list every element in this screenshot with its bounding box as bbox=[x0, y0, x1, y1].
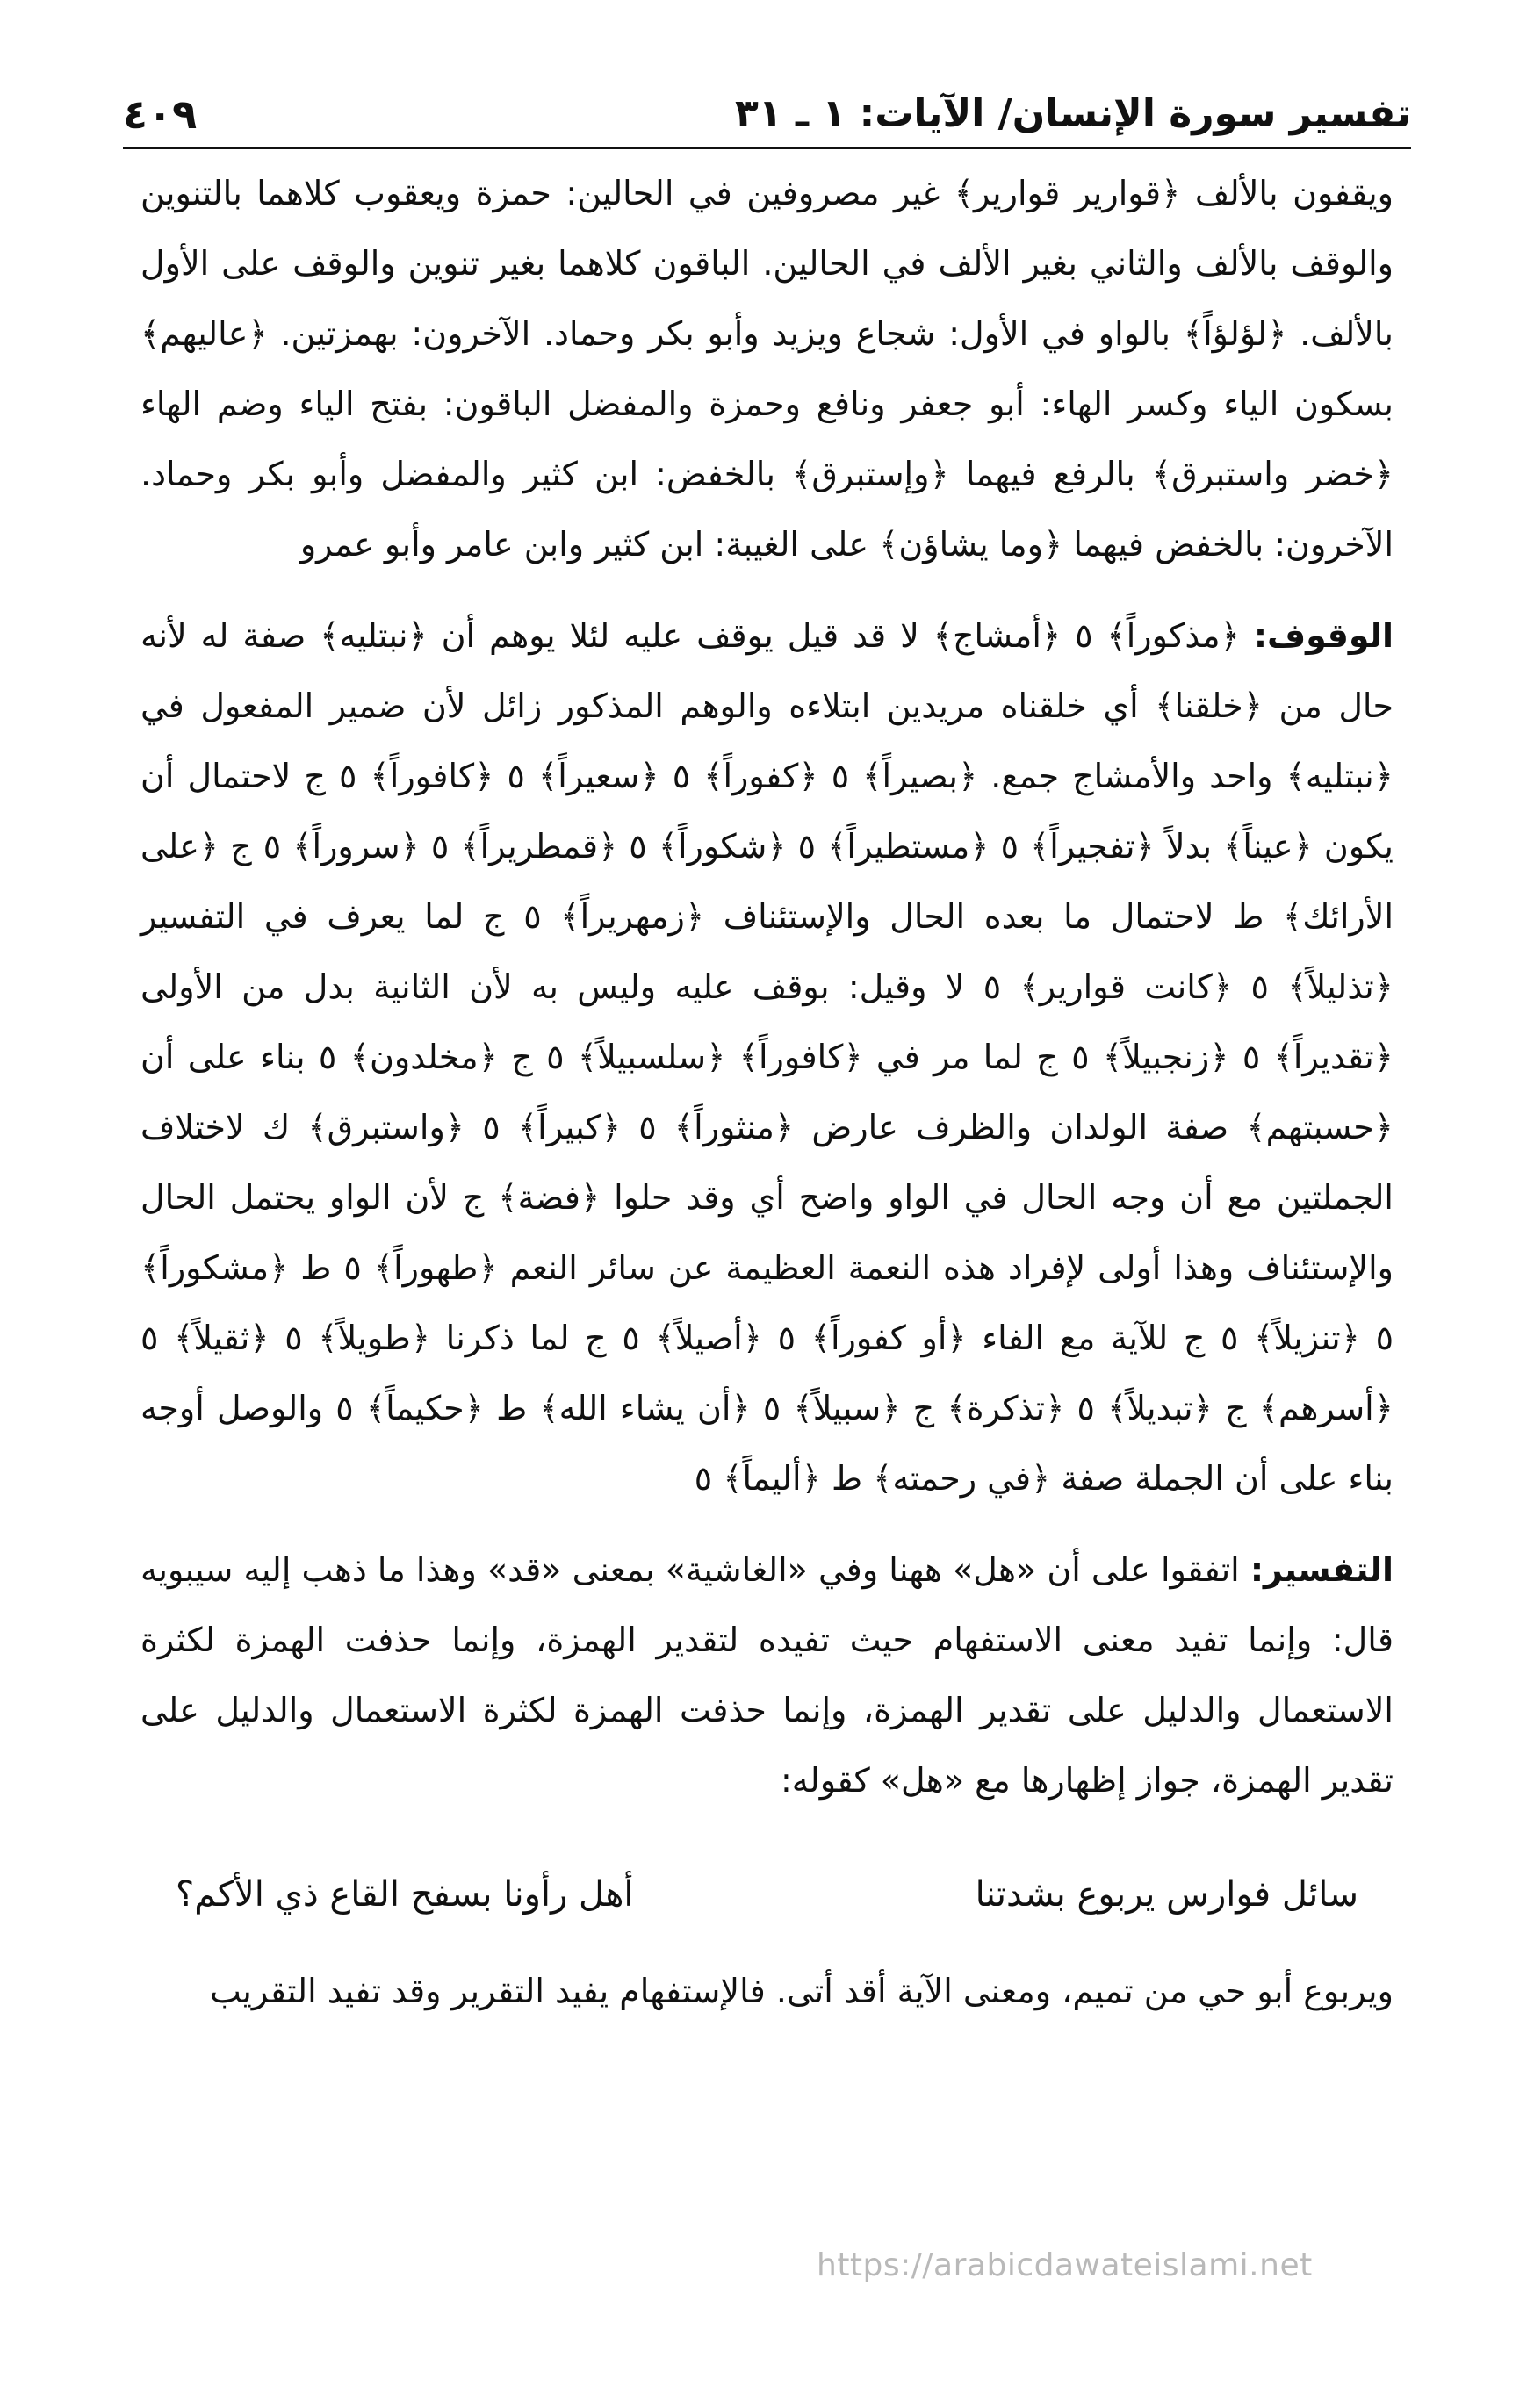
header-rule bbox=[123, 147, 1411, 149]
tafsir-label: التفسير: bbox=[1250, 1550, 1394, 1589]
page-number: ٤٠٩ bbox=[123, 90, 198, 138]
running-title: تفسير سورة الإنسان/ الآيات: ١ ـ ٣١ bbox=[735, 91, 1411, 136]
qiraat-paragraph: ويقفون بالألف ﴿قوارير قوارير﴾ غير مصروفين في الحالين: حمزة ويعقوب كلاهما بالتنوين والوقف بالألف والثاني بغير الألف في الحالين. الباقون كلاهما بغير تنوين والوقف على الأول بالألف. ﴿لؤلؤاً﴾ بالواو في الأول: شجاع ويزيد وأبو بكر وحماد. الآخرون: بهمزتين. ﴿عاليهم﴾ بسكون الياء وكسر الهاء: أبو جعفر ونافع وحمزة والمفضل الباقون: بفتح الياء وضم الهاء ﴿خضر واستبرق﴾ بالرفع فيهما ﴿وإستبرق﴾ بالخفض: ابن كثير والمفضل وأبو بكر وحماد. الآخرون: بالخفض فيهما ﴿وما يشاؤن﴾ على الغيبة: ابن كثير وابن عامر وأبو عمرو bbox=[140, 174, 1394, 564]
watermark-url: https://arabicdawateislami.net bbox=[817, 2247, 1313, 2283]
tafsir-text: اتفقوا على أن «هل» ههنا وفي «الغاشية» بمعنى «قد» وهذا ما ذهب إليه سيبويه قال: وإنما تفيد معنى الاستفهام حيث تفيده لتقدير الهمزة، وإنما حذفت الهمزة لكثرة الاستعمال والدليل على تقدير الهمزة، وإنما حذفت الهمزة لكثرة الاستعمال والدليل على تقدير الهمزة، جواز إظهارها مع «هل» كقوله: bbox=[140, 1550, 1394, 1800]
waqf-paragraph bbox=[140, 600, 1394, 1513]
tafsir-paragraph bbox=[140, 1535, 1394, 1815]
page-body bbox=[140, 158, 1394, 2026]
verse-first-hemistich: سائل فوارس يربوع بشدتنا bbox=[975, 1874, 1358, 1915]
waqf-label: الوقوف: bbox=[1253, 616, 1394, 655]
page-header bbox=[123, 83, 1411, 145]
poetry-verse bbox=[176, 1851, 1358, 1938]
waqf-text: ﴿مذكوراً﴾ ٥ ﴿أمشاج﴾ لا قد قيل يوقف عليه لئلا يوهم أن ﴿نبتليه﴾ صفة له لأنه حال من ﴿خلقنا﴾ أي خلقناه مريدين ابتلاءه والوهم المذكور زائل لأن ضمير المفعول في ﴿نبتليه﴾ واحد والأمشاج جمع. ﴿بصيراً﴾ ٥ ﴿كفوراً﴾ ٥ ﴿سعيراً﴾ ٥ ﴿كافوراً﴾ ٥ ج لاحتمال أن يكون ﴿عيناً﴾ بدلاً ﴿تفجيراً﴾ ٥ ﴿مستطيراً﴾ ٥ ﴿شكوراً﴾ ٥ ﴿قمطريراً﴾ ٥ ﴿سروراً﴾ ٥ ج ﴿على الأرائك﴾ ط لاحتمال ما بعده الحال والإستئناف ﴿زمهريراً﴾ ٥ ج لما يعرف في التفسير ﴿تذليلاً﴾ ٥ ﴿كانت قوارير﴾ ٥ لا وقيل: بوقف عليه وليس به لأن الثانية بدل من الأولى ﴿تقديراً﴾ ٥ ﴿زنجبيلاً﴾ ٥ ج لما مر في ﴿كافوراً﴾ ﴿سلسبيلاً﴾ ٥ ج ﴿مخلدون﴾ ٥ بناء على أن ﴿حسبتهم﴾ صفة الولدان والظرف عارض ﴿منثوراً﴾ ٥ ﴿كبيراً﴾ ٥ ﴿واستبرق﴾ ك لاختلاف الجملتين مع أن وجه الحال في الواو واضح أي وقد حلوا ﴿فضة﴾ ج لأن الواو يحتمل الحال والإستئناف وهذا أولى لإفراد هذه النعمة العظيمة عن سائر النعم ﴿طهوراً﴾ ٥ ط ﴿مشكوراً﴾ ٥ ﴿تنزيلاً﴾ ٥ ج للآية مع الفاء ﴿أو كفوراً﴾ ٥ ﴿أصيلاً﴾ ٥ ج لما ذكرنا ﴿طويلاً﴾ ٥ ﴿ثقيلاً﴾ ٥ ﴿أسرهم﴾ ج ﴿تبديلاً﴾ ٥ ﴿تذكرة﴾ ج ﴿سبيلاً﴾ ٥ ﴿أن يشاء الله﴾ ط ﴿حكيماً﴾ ٥ والوصل أوجه بناء على أن الجملة صفة ﴿في رحمته﴾ ط ﴿أليماً﴾ ٥ bbox=[140, 616, 1394, 1498]
verse-second-hemistich: أهل رأونا بسفح القاع ذي الأكم؟ bbox=[176, 1874, 634, 1915]
closing-paragraph: ويربوع أبو حي من تميم، ومعنى الآية أقد أتى. فالإستفهام يفيد التقرير وقد تفيد التقريب bbox=[209, 1972, 1394, 2010]
